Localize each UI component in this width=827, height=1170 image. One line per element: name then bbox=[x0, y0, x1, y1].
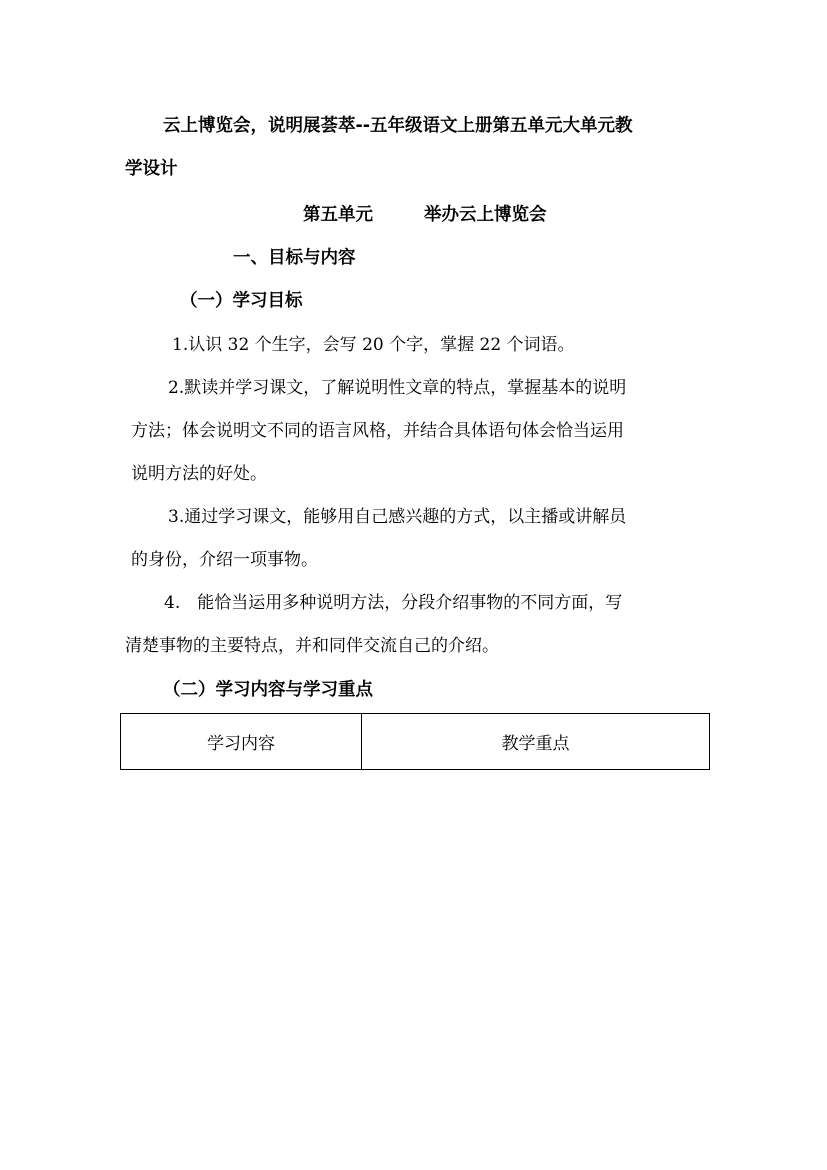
unit-title: 举办云上博览会 bbox=[424, 205, 547, 225]
goal-4-line-2: 清楚事物的主要特点，并和同伴交流自己的介绍。 bbox=[125, 636, 499, 656]
table-header-teaching-focus: 教学重点 bbox=[362, 714, 710, 770]
goal-2-line-2: 方法；体会说明文不同的语言风格，并结合具体语句体会恰当运用 bbox=[131, 421, 624, 441]
goal-3-line-1: 3.通过学习课文，能够用自己感兴趣的方式，以主播或讲解员 bbox=[168, 507, 627, 527]
goal-2-line-1: 2.默读并学习课文，了解说明性文章的特点，掌握基本的说明 bbox=[168, 378, 627, 398]
doc-title-line-1: 云上博览会，说明展荟萃--五年级语文上册第五单元大单元教 bbox=[163, 116, 633, 136]
subsection-heading-learning-goals: （一）学习目标 bbox=[180, 291, 303, 311]
table-header-row bbox=[121, 714, 710, 770]
content-focus-table bbox=[120, 713, 710, 770]
goal-4-line-1: 4. 能恰当运用多种说明方法，分段介绍事物的不同方面，写 bbox=[164, 593, 623, 613]
unit-label: 第五单元 bbox=[303, 205, 373, 225]
doc-title-line-2: 学设计 bbox=[125, 159, 178, 179]
goal-1-line-1: 1.认识 32 个生字，会写 20 个字，掌握 22 个词语。 bbox=[172, 335, 575, 355]
goal-2-line-3: 说明方法的好处。 bbox=[131, 464, 267, 484]
section-heading-goals-content: 一、目标与内容 bbox=[233, 248, 356, 268]
subsection-heading-content-focus: （二）学习内容与学习重点 bbox=[163, 680, 373, 700]
goal-3-line-2: 的身份，介绍一项事物。 bbox=[131, 550, 318, 570]
table-header-learning-content: 学习内容 bbox=[121, 714, 362, 770]
